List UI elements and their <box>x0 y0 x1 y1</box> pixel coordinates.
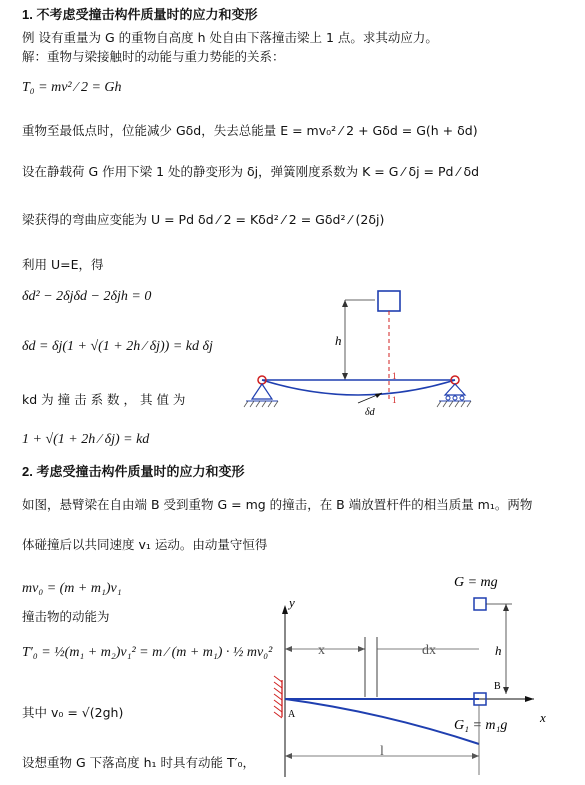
beam-deflected <box>262 380 455 395</box>
section2-paragraph-1: 如图，悬臂梁在自由端 B 受到重物 G = mg 的撞击，在 B 端放置杆件的相当质量 m₁。两物 <box>22 497 533 512</box>
equation-momentum: mv₀ = (m + m₁)v₁ <box>22 581 122 596</box>
text-lowest-point: 重物至最低点时，位能减少 Gδd，失去总能量 E = mv₀² ⁄ 2 + Gδd = G(h + δd) <box>22 123 478 138</box>
y-axis-label: y <box>289 595 295 610</box>
section2-heading: 2. 考虑受撞击构件质量时的应力和变形 <box>22 464 245 479</box>
equation-delta-d: δd = δj(1 + √(1 + 2h ⁄ δj)) = kd δj <box>22 339 213 354</box>
equation-kd: 1 + √(1 + 2h ⁄ δj) = kd <box>22 432 150 447</box>
point-A-label: A <box>288 709 296 720</box>
point-1-label-lower: 1 <box>392 395 397 405</box>
dimension-l <box>285 705 479 775</box>
h-label: h <box>335 333 342 348</box>
x-dimension-label: x <box>318 643 325 658</box>
text-v0: 其中 v₀ = √(2gh) <box>22 705 124 720</box>
delta-d-label: δd <box>365 407 375 418</box>
text-strain-energy: 梁获得的弯曲应变能为 U = Pd δd ⁄ 2 = Kδd² ⁄ 2 = Gδd² ⁄ (2δj) <box>22 212 385 227</box>
equation-T0: T₀ = mv² ⁄ 2 = Gh <box>22 80 122 95</box>
equation-T0-prime: T′₀ = ½(m₁ + m₂)v₁² = m ⁄ (m + m₁) · ½ mv₀² <box>22 645 273 660</box>
weight-label: G = mg <box>454 575 498 590</box>
falling-weight-box <box>378 291 400 311</box>
point-B-label: B <box>494 681 501 692</box>
text-kinetic-energy: 撞击物的动能为 <box>22 609 110 624</box>
solution-text: 解：重物与梁接触时的动能与重力势能的关系： <box>22 49 285 64</box>
dx-label: dx <box>422 643 436 658</box>
dimension-x <box>285 643 365 658</box>
figure-cantilever-beam <box>262 572 562 777</box>
point-1-label: 1 <box>392 371 397 381</box>
beam-deflected <box>285 699 479 744</box>
text-use-U-E: 利用 U=E，得 <box>22 257 104 272</box>
dimension-h <box>335 300 375 380</box>
G1-label: G₁ = m₁g <box>454 718 508 733</box>
l-label: l <box>380 744 384 759</box>
element-dx <box>365 637 479 697</box>
equation-quadratic: δd² − 2δjδd − 2δjh = 0 <box>22 289 152 304</box>
text-static-deflection: 设在静载荷 G 作用下梁 1 处的静变形为 δj，弹簧刚度系数为 K = G ⁄ δj = Pd ⁄ δd <box>22 164 480 179</box>
section2-paragraph-2: 体碰撞后以共同速度 v₁ 运动。由动量守恒得 <box>22 537 268 552</box>
text-assume-height: 设想重物 G 下落高度 h₁ 时具有动能 T′₀， <box>22 755 255 770</box>
x-axis-label: x <box>540 710 546 725</box>
h-label: h <box>495 643 502 658</box>
section1-heading: 1. 不考虑受撞击构件质量时的应力和变形 <box>22 7 258 22</box>
falling-weight-box <box>474 598 486 610</box>
text-impact-coefficient: kd 为 撞 击 系 数 ， 其 值 为 <box>22 392 186 407</box>
deflection-pointer <box>358 393 382 418</box>
example-text: 例 设有重量为 G 的重物自高度 h 处自由下落撞击梁上 1 点。求其动应力。 <box>22 30 438 45</box>
fixed-wall <box>274 676 282 718</box>
figure-simple-beam <box>240 285 480 420</box>
